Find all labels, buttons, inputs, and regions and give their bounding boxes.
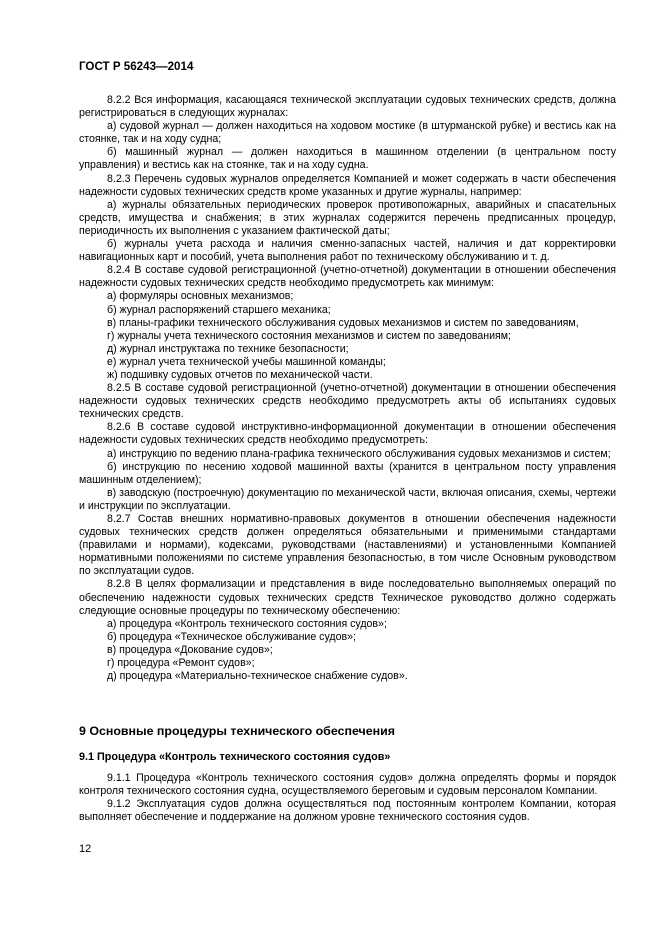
list-item: е) журнал учета технической учебы машинной команды;: [107, 355, 386, 368]
list-item: б) процедура «Техническое обслуживание судов»;: [107, 630, 356, 643]
list-item: а) формуляры основных механизмов;: [107, 290, 294, 303]
paragraph: 8.2.8 В целях формализации и представления в виде последовательно выполняемых операций по обеспечению надежности судовых технических средств Техническое руководство должно содержать следующие основные процедуры по техническому обеспечению:: [79, 578, 616, 617]
page-number: 12: [79, 843, 92, 855]
list-item: г) журналы учета технического состояния механизмов и систем по заведованиям;: [107, 329, 512, 342]
paragraph: а) журналы обязательных периодических проверок противопожарных, аварийных и спасательных средств, имущества и снабжения; в этих журналах содержится перечень предписанных процедур, периодичность их выполнения с указанием фактической даты;: [79, 198, 616, 237]
paragraph: 8.2.4 В составе судовой регистрационной (учетно-отчетной) документации в отношении обеспечения надежности судовых технических средств необходимо предусмотреть как минимум:: [79, 264, 616, 290]
paragraph: в) заводскую (построечную) документацию по механической части, включая описания, схемы, чертежи и инструкции по эксплуатации.: [79, 486, 616, 512]
document-header: ГОСТ Р 56243—2014: [79, 60, 194, 73]
paragraph: б) машинный журнал — должен находиться в машинном отделении (в центральном посту управления) и вестись как на стоянке, так и на ходу судна.: [79, 146, 616, 172]
paragraph: 8.2.5 В составе судовой регистрационной (учетно-отчетной) документации в отношении обеспечения надежности судовых технических средств необходимо предусмотреть акты об испытаниях судовых технических средств.: [79, 382, 616, 421]
list-item: г) процедура «Ремонт судов»;: [107, 657, 255, 670]
list-item: в) процедура «Докование судов»;: [107, 643, 273, 656]
paragraph: 9.1.1 Процедура «Контроль технического состояния судов» должна определять формы и порядок контроля технического состояния судна, осуществляемого береговым и судовым персоналом Компании.: [79, 772, 616, 798]
list-item: ж) подшивку судовых отчетов по механической части.: [107, 368, 373, 381]
paragraph: 8.2.7 Состав внешних нормативно-правовых документов в отношении обеспечения надежности судовых технических средств должен определяться обязательными и применимыми стандартами (правилами и нормами), кодексами, руководствами (наставлениями) и установленными Компанией нормативными положениями по системе управления безопасностью, в том числе Основным руководством по эксплуатации судов.: [79, 513, 616, 578]
paragraph: б) инструкцию по несению ходовой машинной вахты (хранится в центральном посту управления машинным отделением);: [79, 460, 616, 486]
paragraph: 8.2.6 В составе судовой инструктивно-информационной документации в отношении обеспечения надежности судовых технических средств необходимо предусмотреть:: [79, 421, 616, 447]
section-body: [79, 772, 616, 824]
document-body: [79, 94, 616, 683]
list-item: а) процедура «Контроль технического состояния судов»;: [107, 617, 387, 630]
subsection-title: 9.1 Процедура «Контроль технического состояния судов»: [79, 751, 391, 763]
list-item: д) процедура «Материально-техническое снабжение судов».: [107, 670, 408, 683]
paragraph: а) судовой журнал — должен находиться на ходовом мостике (в штурманской рубке) и вестись как на стоянке, так и на ходу судна;: [79, 120, 616, 146]
paragraph: б) журналы учета расхода и наличия сменно-запасных частей, наличия и дат корректировки навигационных карт и пособий, учета выполнения работ по техническому обслуживанию и т. д.: [79, 238, 616, 264]
paragraph: а) инструкцию по ведению плана-графика технического обслуживания судовых механизмов и систем;: [107, 447, 611, 460]
paragraph: 8.2.3 Перечень судовых журналов определяется Компанией и может содержать в части обеспечения надежности судовых технических средств кроме указанных и другие журналы, например:: [79, 172, 616, 198]
list-item: д) журнал инструктажа по технике безопасности;: [107, 342, 349, 355]
paragraph: 8.2.2 Вся информация, касающаяся технической эксплуатации судовых технических средств, должна регистрироваться в следующих журналах:: [79, 94, 616, 120]
list-item: в) планы-графики технического обслуживания судовых механизмов и систем по заведованиям,: [107, 316, 579, 329]
list-item: б) журнал распоряжений старшего механика;: [107, 303, 331, 316]
paragraph: 9.1.2 Эксплуатация судов должна осуществляться под постоянным контролем Компании, которая выполняет обеспечение и поддержание на должном уровне технического состояния судов.: [79, 798, 616, 824]
section-title: 9 Основные процедуры технического обеспечения: [79, 724, 395, 738]
